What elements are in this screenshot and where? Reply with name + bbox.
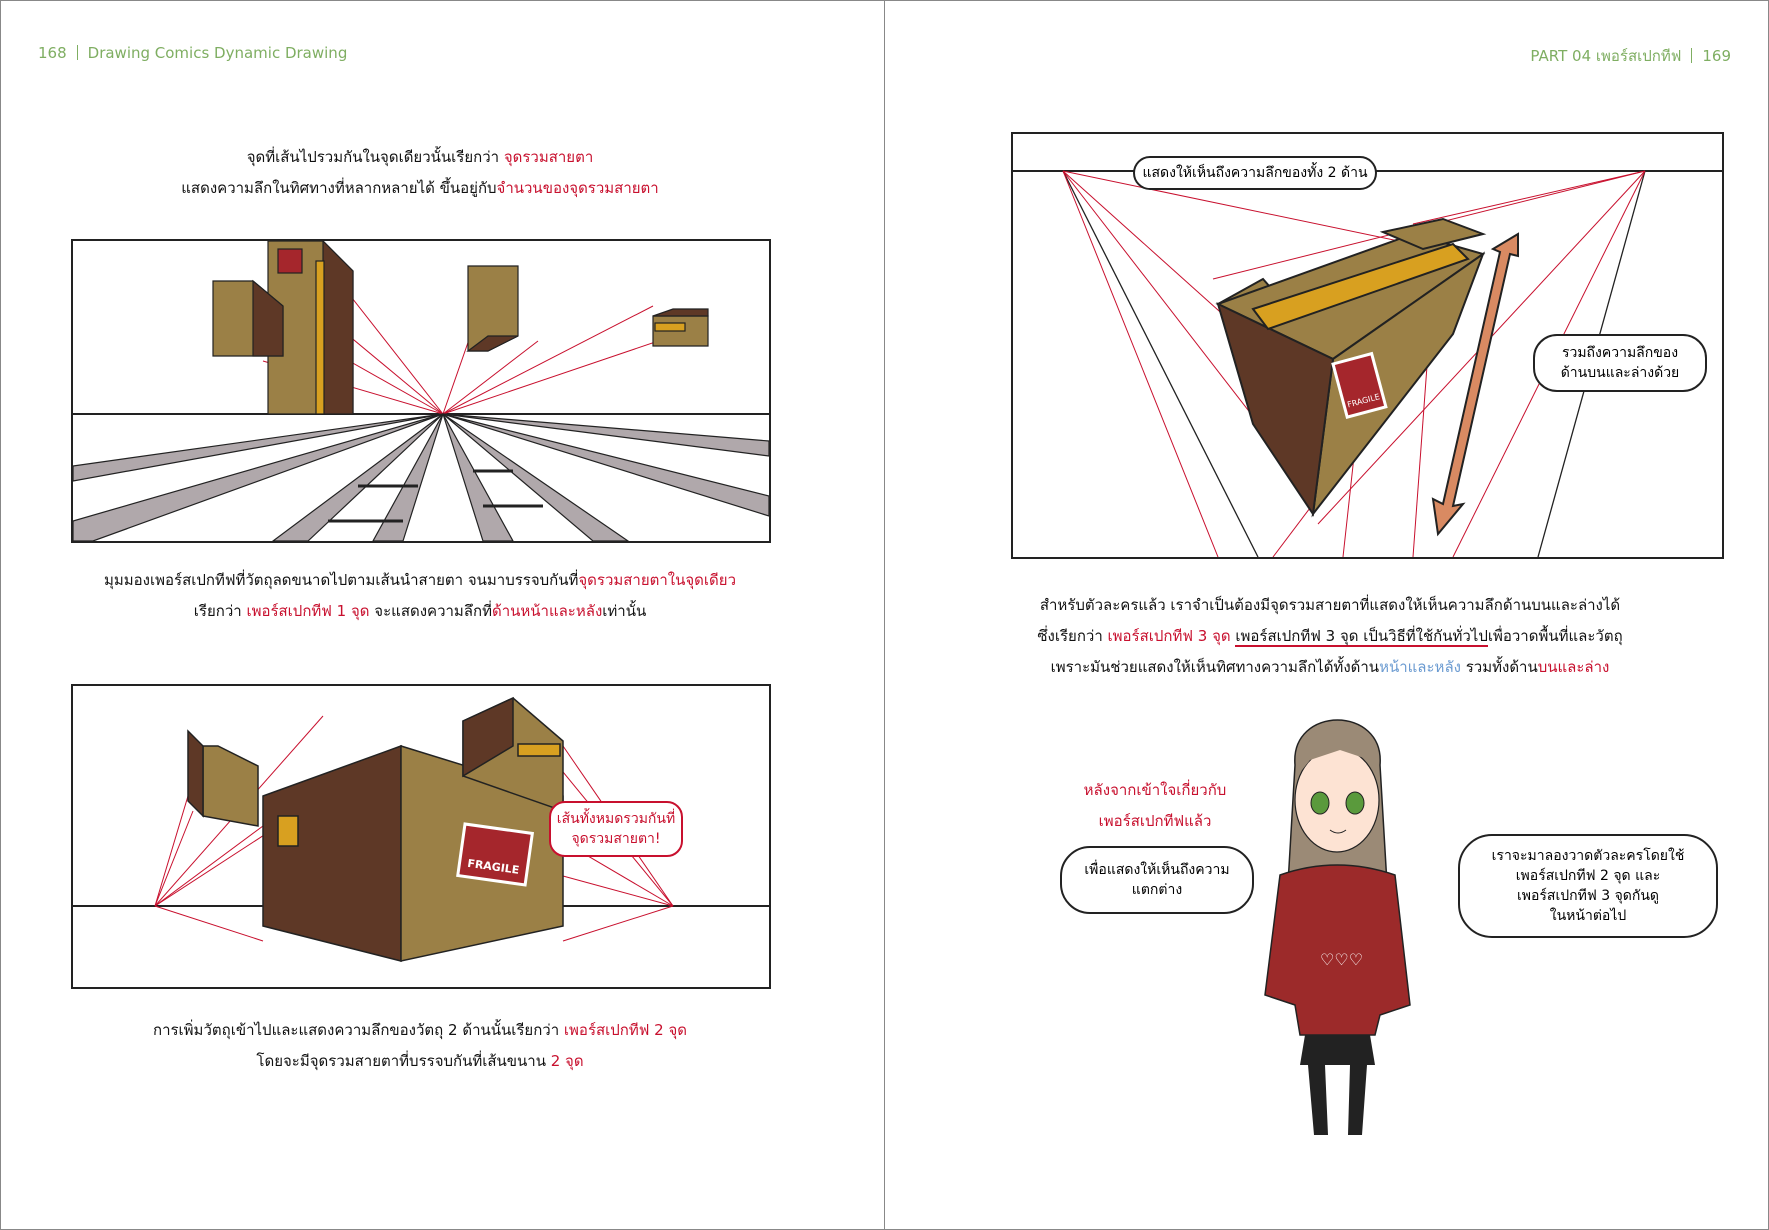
bubble-text: เราจะมาลองวาดตัวละครโดยใช้ [1491, 848, 1685, 864]
speech-bubble-two-sides [1133, 156, 1377, 190]
bubble-text: ด้านบนและล่างด้วย [1560, 365, 1680, 381]
intro-highlight: จำนวนของจุดรวมสายตา [496, 179, 659, 197]
caption-text: เพอร์สเปกทีฟแล้ว [1098, 812, 1212, 830]
bubble-text: เพื่อแสดงให้เห็นถึงความ [1084, 862, 1230, 878]
paragraph-text: มุมมองเพอร์สเปกทีฟที่วัตถุลดขนาดไปตามเส้นนำสายตา จนมาบรรจบกันที่ [104, 571, 579, 589]
three-point-perspective-illustration [1011, 132, 1724, 559]
page-number: 168 [38, 44, 67, 62]
paragraph-highlight: เพอร์สเปกทีฟ 1 จุด [246, 602, 370, 620]
paragraph-text: โดยจะมีจุดรวมสายตาที่บรรจบกันที่เส้นขนาน [256, 1052, 551, 1070]
intro-text: จุดที่เส้นไปรวมกันในจุดเดียวนั้นเรียกว่า [246, 148, 504, 166]
bubble-text: แตกต่าง [1131, 882, 1183, 898]
paragraph-text: รวมทั้งด้าน [1460, 658, 1538, 676]
paragraph-text: ซึ่งเรียกว่า [1037, 627, 1108, 645]
intro-highlight: จุดรวมสายตา [503, 148, 594, 166]
page-number: 169 [1702, 47, 1731, 65]
two-point-perspective-illustration [71, 684, 771, 989]
underlined-text: เพอร์สเปกทีฟ 3 จุด เป็นวิธีที่ใช้กันทั่วไป [1235, 627, 1488, 645]
three-point-paragraph [890, 590, 1769, 683]
bubble-text: เพอร์สเปกทีฟ 2 จุด และ [1515, 868, 1661, 884]
paragraph-text: เพื่อวาดพื้นที่และวัตถุ [1487, 627, 1623, 645]
paragraph-highlight: ด้านหน้าและหลัง [491, 602, 603, 620]
fragile-label: FRAGILE [466, 856, 521, 877]
paragraph-highlight-blue: หน้าและหลัง [1379, 658, 1461, 676]
speech-bubble-top-bottom [1533, 334, 1707, 392]
paragraph-highlight: เพอร์สเปกทีฟ 3 จุด [1107, 627, 1231, 645]
railway-boxes-drawing [73, 241, 769, 541]
intro-text: แสดงความลึกในทิศทางที่หลากหลายได้ ขึ้นอยู่กับ [181, 179, 497, 197]
paragraph-highlight: บนและล่าง [1537, 658, 1610, 676]
speech-bubble-difference [1060, 846, 1254, 914]
part-title: PART 04 เพอร์สเปกทีฟ [1530, 47, 1682, 65]
bubble-text: เส้นทั้งหมดรวมกันที่ [556, 811, 676, 827]
girl-caption [1060, 775, 1250, 837]
paragraph-highlight: จุดรวมสายตาในจุดเดียว [578, 571, 736, 589]
right-page-header [1530, 44, 1731, 68]
paragraph-text: เรียกว่า [193, 602, 247, 620]
one-point-perspective-illustration [71, 239, 771, 543]
speech-bubble-vanishing-points [549, 801, 683, 857]
bubble-text: แสดงให้เห็นถึงความลึกของทั้ง 2 ด้าน [1142, 165, 1368, 181]
sweater-hearts: ♡♡♡ [1320, 950, 1364, 969]
paragraph-text: เพราะมันช่วยแสดงให้เห็นทิศทางความลึกได้ทั้งด้าน [1050, 658, 1380, 676]
book-spine [884, 0, 885, 1230]
intro-paragraph [71, 142, 769, 204]
bubble-text: รวมถึงความลึกของ [1561, 345, 1679, 361]
bubble-text: จุดรวมสายตา! [571, 831, 661, 847]
anime-girl-illustration [1250, 705, 1425, 1145]
paragraph-text: เท่านั้น [602, 602, 647, 620]
paragraph-text: สำหรับตัวละครแล้ว เราจำเป็นต้องมีจุดรวมสายตาที่แสดงให้เห็นความลึกด้านบนและล่างได้ [1039, 596, 1621, 614]
paragraph-highlight: เพอร์สเปกทีฟ 2 จุด [563, 1021, 688, 1039]
paragraph-highlight: 2 จุด [550, 1052, 584, 1070]
paragraph-text: การเพิ่มวัตถุเข้าไปและแสดงความลึกของวัตถุ 2 ด้านนั้นเรียกว่า [152, 1021, 564, 1039]
caption-text: หลังจากเข้าใจเกี่ยวกับ [1083, 781, 1227, 799]
bubble-text: ในหน้าต่อไป [1549, 908, 1627, 924]
header-divider [77, 45, 78, 60]
two-point-paragraph [71, 1015, 769, 1077]
left-page-header [38, 44, 347, 62]
header-divider [1691, 48, 1692, 63]
speech-bubble-next-page [1458, 834, 1718, 938]
bubble-text: เพอร์สเปกทีฟ 3 จุดกันดู [1516, 888, 1660, 904]
paragraph-text: จะแสดงความลึกที่ [369, 602, 492, 620]
one-point-paragraph [71, 565, 769, 627]
fragile-label: FRAGILE [1346, 392, 1381, 410]
fragile-sticker [458, 824, 533, 885]
book-title: Drawing Comics Dynamic Drawing [87, 44, 348, 62]
